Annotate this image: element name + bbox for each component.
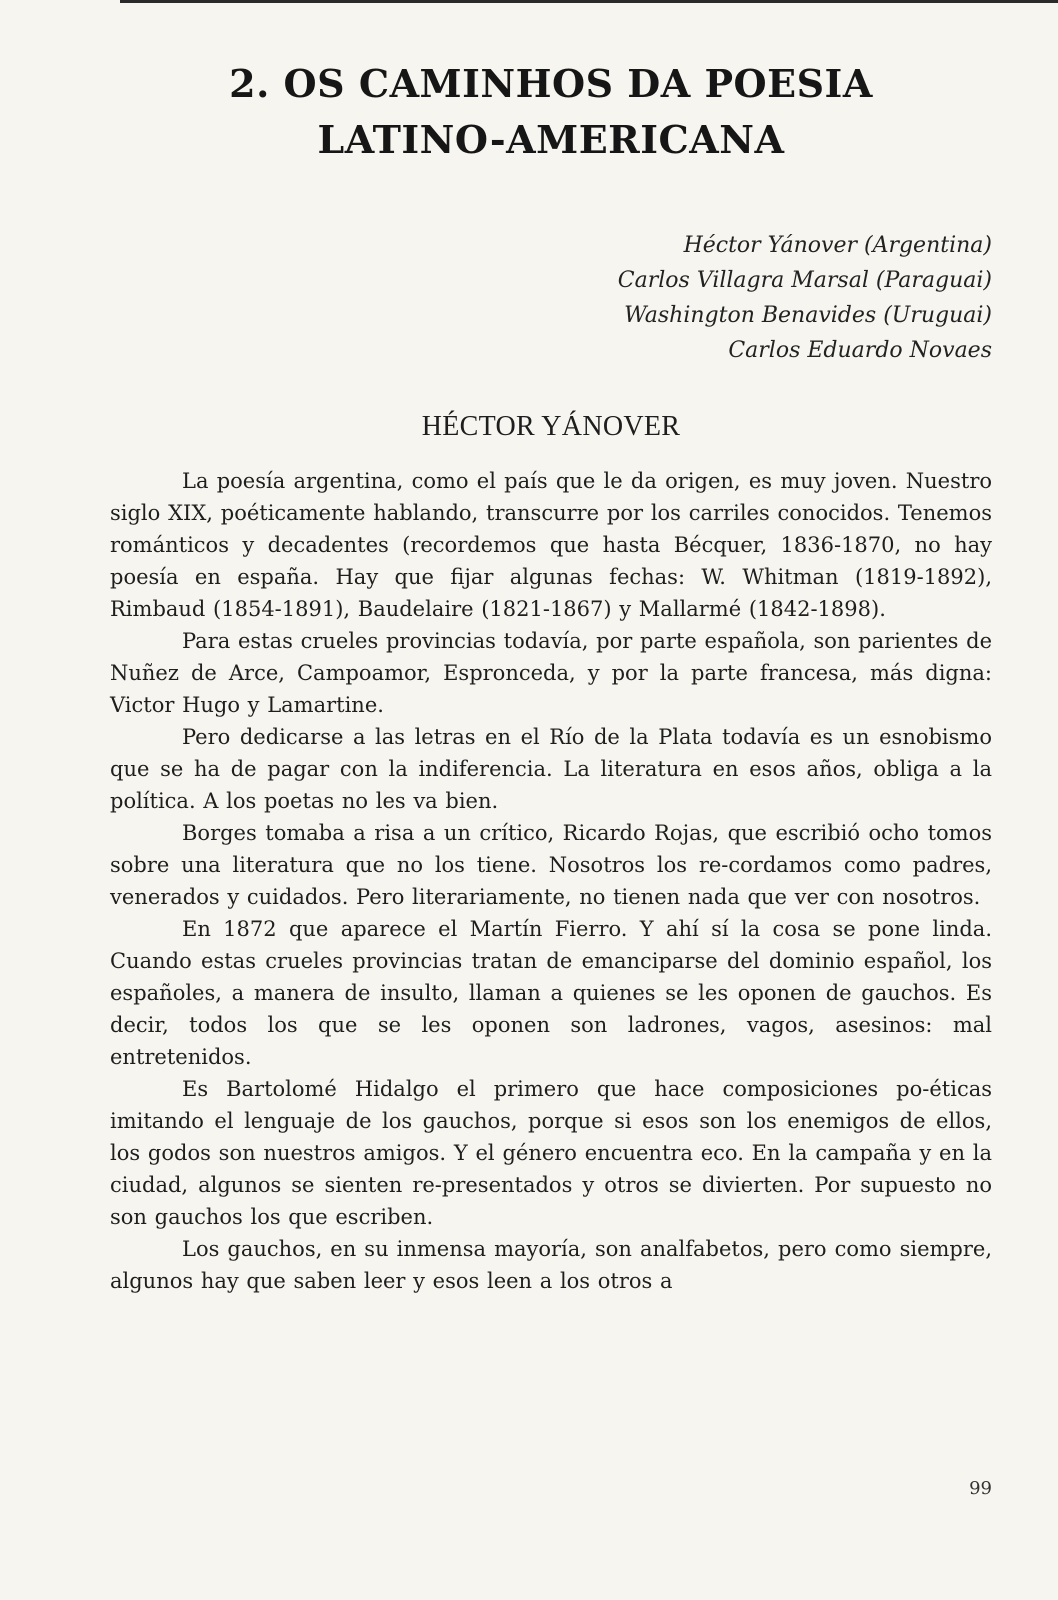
section-heading: HÉCTOR YÁNOVER: [421, 411, 681, 442]
paragraph: En 1872 que aparece el Martín Fierro. Y ahí sí la cosa se pone linda. Cuando estas crueles provincias tratan de emanciparse del dominio español, los españoles, a manera de insulto, llaman a quienes se les oponen de gauchos. Es decir, todos los que se les oponen son ladrones, vagos, asesinos: mal entretenidos.: [110, 917, 992, 1069]
author-line: Carlos Eduardo Novaes: [728, 338, 992, 363]
paragraph: Pero dedicarse a las letras en el Río de la Plata todavía es un esnobismo que se ha de pagar con la indiferencia. La literatura en esos años, obliga a la política. A los poetas no les va bien.: [110, 725, 992, 813]
author-line: Carlos Villagra Marsal (Paraguai): [617, 268, 992, 293]
chapter-title-line-1: 2. OS CAMINHOS DA POESIA: [229, 61, 873, 106]
page-content: [110, 56, 992, 1297]
chapter-title-line-2: LATINO-AMERICANA: [317, 117, 785, 162]
paragraph: Borges tomaba a risa a un crítico, Ricardo Rojas, que escribió ocho tomos sobre una literatura que no los tiene. Nosotros los re-cordamos como padres, venerados y cuidados. Pero literariamente, no tienen nada que ver con nosotros.: [110, 821, 992, 909]
body-text: [110, 465, 992, 1297]
paragraph: La poesía argentina, como el país que le da origen, es muy joven. Nuestro siglo XIX, poéticamente hablando, transcurre por los carriles conocidos. Tenemos románticos y decadentes (recordemos que hasta Bécquer, 1836-1870, no hay poesía en españa. Hay que fijar algunas fechas: W. Whitman (1819-1892), Rimbaud (1854-1891), Baudelaire (1821-1867) y Mallarmé (1842-1898).: [110, 469, 992, 621]
page-number: 99: [969, 1478, 992, 1499]
paragraph: Es Bartolomé Hidalgo el primero que hace composiciones po-éticas imitando el lenguaje de los gauchos, porque si esos son los enemigos de ellos, los godos son nuestros amigos. Y el género encuentra eco. En la campaña y en la ciudad, algunos se sienten re-presentados y otros se divierten. Por supuesto no son gauchos los que escriben.: [110, 1077, 992, 1229]
paragraph: Para estas crueles provincias todavía, por parte española, son parientes de Nuñez de Arce, Campoamor, Espronceda, y por la parte francesa, más digna: Victor Hugo y Lamartine.: [110, 629, 992, 717]
author-line: Washington Benavides (Uruguai): [624, 303, 992, 328]
paragraph: Los gauchos, en su inmensa mayoría, son analfabetos, pero como siempre, algunos hay que saben leer y esos leen a los otros a: [110, 1237, 992, 1293]
chapter-title: [110, 56, 992, 168]
author-list: [110, 228, 992, 368]
top-rule: [120, 0, 1058, 3]
author-line: Héctor Yánover (Argentina): [683, 233, 992, 258]
